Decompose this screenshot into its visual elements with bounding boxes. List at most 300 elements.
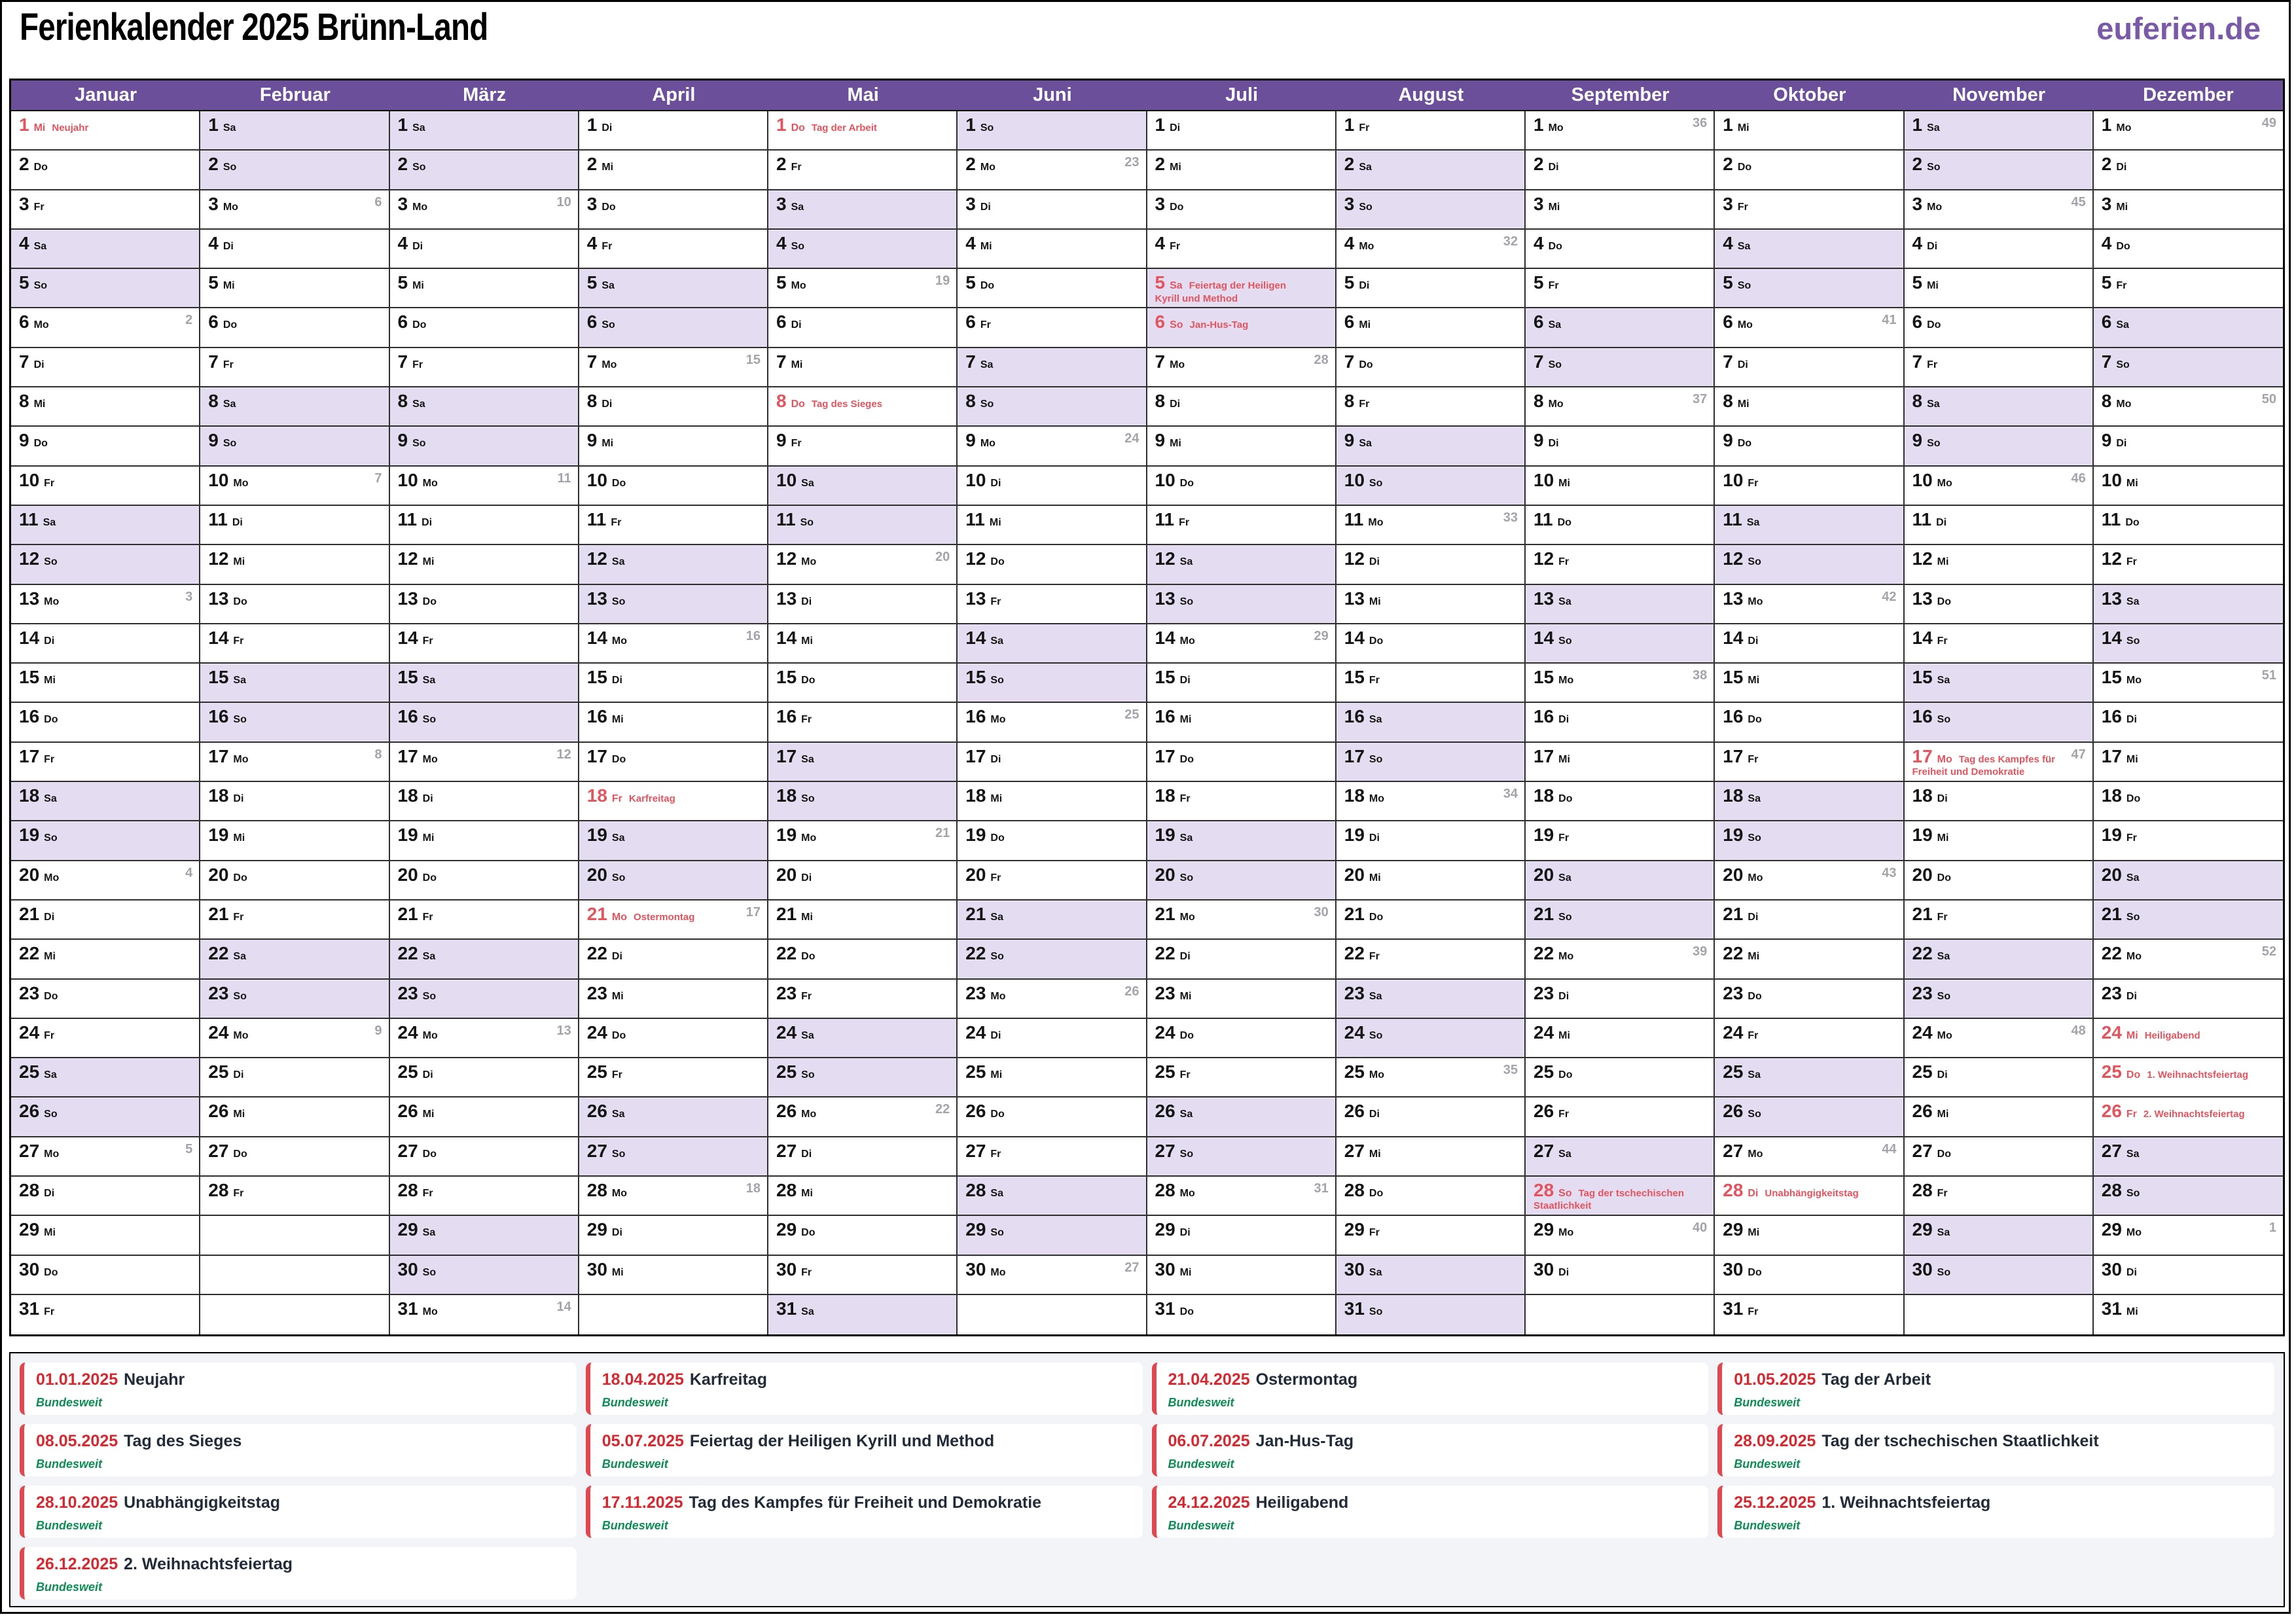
day-number: 20 [1534, 864, 1554, 885]
weekday-label: Mo [422, 753, 438, 765]
day-number: 31 [1723, 1298, 1744, 1319]
day-number: 29 [1534, 1219, 1554, 1240]
weekday-label: So [2126, 635, 2140, 647]
day-cell [1905, 821, 2092, 861]
day-number: 24 [397, 1022, 418, 1043]
week-number: 50 [2261, 392, 2276, 407]
day-number: 11 [208, 508, 228, 529]
weekday-label: Sa [223, 399, 236, 410]
day-number: 21 [1723, 903, 1744, 924]
day-number: 14 [397, 627, 418, 648]
day-cell [768, 545, 956, 584]
weekday-label: Mi [44, 951, 56, 963]
weekday-label: So [1179, 596, 1194, 607]
euferien-logo[interactable]: euferien.de [2096, 11, 2261, 46]
day-cell [579, 980, 767, 1019]
weekday-label: Fr [801, 714, 812, 726]
week-number: 10 [556, 194, 571, 209]
weekday-label: Di [801, 872, 812, 883]
day-number: 23 [586, 982, 607, 1003]
day-number: 22 [1912, 943, 1933, 964]
day-number: 7 [1344, 351, 1355, 372]
day-number: 24 [1344, 1022, 1365, 1043]
day-number: 7 [1534, 351, 1544, 372]
day-number: 19 [208, 825, 229, 846]
day-cell [390, 190, 578, 230]
day-cell [768, 427, 956, 466]
holiday-name: Karfreitag [628, 793, 675, 805]
day-cell [1147, 111, 1335, 151]
day-number: 27 [1344, 1140, 1365, 1161]
week-number: 23 [1124, 155, 1139, 170]
day-cell [1147, 703, 1335, 742]
day-number: 19 [19, 825, 40, 846]
day-number: 1 [1344, 115, 1355, 135]
weekday-label: Di [1937, 793, 1948, 805]
day-number: 18 [965, 785, 986, 806]
weekday-label: So [1748, 1109, 1761, 1120]
day-cell [11, 1097, 199, 1137]
weekday-label: Mi [791, 359, 803, 370]
weekday-label: Sa [1927, 399, 1940, 410]
weekday-label: So [800, 516, 814, 528]
weekday-label: Sa [2126, 1148, 2140, 1160]
day-cell [1336, 1177, 1524, 1216]
day-cell [1715, 901, 1903, 940]
week-number: 8 [374, 747, 382, 762]
day-number: 5 [586, 272, 598, 293]
day-number: 1 [586, 115, 598, 135]
day-number: 3 [965, 193, 976, 214]
day-cell [1336, 151, 1524, 190]
day-cell [2094, 1058, 2283, 1097]
day-number: 2 [1344, 154, 1355, 175]
weekday-label: So [801, 1069, 815, 1081]
weekday-label: So [1369, 477, 1383, 489]
weekday-label: Mo [1748, 872, 1763, 883]
weekday-label: Do [422, 596, 437, 607]
weekday-label: Fr [412, 359, 423, 370]
day-number: 20 [1912, 864, 1933, 885]
page-title: Ferienkalender 2025 Brünn-Land [20, 6, 488, 48]
day-number: 29 [965, 1219, 986, 1240]
day-cell [579, 506, 767, 545]
day-number: 10 [1155, 469, 1175, 490]
day-number: 26 [1344, 1101, 1365, 1122]
day-cell [768, 901, 956, 940]
day-cell [1715, 1097, 1903, 1137]
weekday-label: Do [1179, 1029, 1194, 1041]
day-cell [11, 111, 199, 151]
day-number: 23 [1723, 982, 1744, 1003]
day-cell [200, 545, 388, 584]
day-cell [11, 151, 199, 190]
day-cell [768, 743, 956, 782]
weekday-label: So [980, 122, 994, 134]
weekday-label: Mo [801, 1109, 817, 1120]
weekday-label: Sa [1558, 872, 1571, 883]
day-number: 13 [965, 588, 986, 609]
legend-holiday-name: Ostermontag [1255, 1370, 1358, 1389]
day-number: 5 [1912, 272, 1923, 293]
weekday-label: Di [44, 635, 55, 647]
day-cell [200, 269, 388, 308]
day-number: 25 [1344, 1061, 1365, 1082]
weekday-label: Do [2125, 516, 2140, 528]
weekday-label: Fr [44, 477, 55, 489]
weekday-label: Fr [801, 990, 812, 1002]
week-number: 20 [935, 550, 950, 565]
weekday-label: So [422, 714, 437, 726]
day-cell [1336, 980, 1524, 1019]
day-number: 12 [776, 548, 797, 569]
weekday-label: Di [990, 753, 1001, 765]
day-cell [200, 624, 388, 664]
weekday-label: Di [601, 399, 613, 410]
day-cell [1526, 348, 1713, 387]
weekday-label: Di [2116, 162, 2127, 173]
holiday-name: Tag des Sieges [811, 399, 883, 410]
weekday-label: Sa [2126, 872, 2140, 883]
weekday-label: Fr [2116, 280, 2127, 292]
week-number: 11 [557, 471, 571, 486]
day-number: 7 [208, 351, 219, 372]
week-number: 24 [1124, 431, 1139, 446]
day-number: 14 [1912, 627, 1933, 648]
weekday-label: Mo [1548, 399, 1564, 410]
holiday-name: Tag des Kampfes für Freiheit und Demokratie [1912, 753, 2056, 778]
day-number: 9 [2101, 430, 2112, 451]
weekday-label: So [33, 280, 48, 292]
day-number: 14 [1723, 627, 1744, 648]
day-cell [390, 1295, 578, 1334]
weekday-label: Di [1558, 1266, 1570, 1278]
day-cell [1905, 624, 2092, 664]
weekday-label: Sa [801, 477, 814, 489]
day-cell [958, 940, 1145, 979]
legend-date: 25.12.2025 [1734, 1493, 1816, 1512]
weekday-label: So [2126, 911, 2140, 923]
day-number: 17 [19, 745, 40, 766]
day-number: 2 [397, 154, 408, 175]
day-number: 14 [208, 627, 229, 648]
day-number: 20 [1723, 864, 1744, 885]
weekday-label: Di [233, 1069, 244, 1081]
day-number: 28 [1723, 1180, 1744, 1201]
day-cell [200, 1058, 388, 1097]
holiday-legend [9, 1352, 2285, 1607]
day-cell [958, 387, 1145, 427]
week-number: 2 [185, 313, 193, 328]
day-cell [200, 585, 388, 624]
day-cell [1336, 1295, 1524, 1334]
day-cell [2094, 151, 2283, 190]
day-number: 10 [2101, 469, 2122, 490]
weekday-label: So [1548, 359, 1562, 370]
day-number: 10 [19, 469, 40, 490]
weekday-label: Di [1748, 635, 1759, 647]
weekday-label: Mi [1558, 477, 1570, 489]
weekday-label: Mi [1179, 1266, 1192, 1278]
day-cell [958, 506, 1145, 545]
weekday-label: Do [44, 990, 58, 1002]
day-cell [1905, 703, 2092, 742]
day-cell [2094, 1216, 2283, 1255]
week-number: 44 [1882, 1141, 1897, 1156]
legend-region-label: Bundesweit [1734, 1457, 1801, 1471]
day-cell [579, 940, 767, 979]
day-number: 5 [1723, 272, 1733, 293]
day-cell [1905, 1019, 2092, 1058]
day-cell [11, 585, 199, 624]
day-number: 21 [1155, 903, 1175, 924]
day-cell [1147, 861, 1335, 901]
day-cell [390, 506, 578, 545]
day-number: 25 [1155, 1061, 1175, 1082]
weekday-label: Do [412, 319, 427, 331]
day-cell [958, 861, 1145, 901]
day-cell [200, 308, 388, 348]
day-number: 1 [965, 115, 976, 135]
day-cell [1336, 427, 1524, 466]
weekday-label: Mo [1179, 911, 1195, 923]
weekday-label: Mi [33, 399, 46, 410]
weekday-label: Fr [33, 201, 45, 213]
week-number: 42 [1882, 589, 1897, 604]
day-number: 28 [1912, 1180, 1933, 1201]
weekday-label: Di [601, 122, 613, 134]
weekday-label: Mi [1359, 319, 1371, 331]
day-number: 15 [1155, 667, 1175, 688]
day-cell [958, 427, 1145, 466]
day-cell [768, 980, 956, 1019]
day-cell [2094, 190, 2283, 230]
day-cell [1336, 1256, 1524, 1295]
day-cell [200, 467, 388, 506]
weekday-label: So [1927, 162, 1941, 173]
day-number: 25 [965, 1061, 986, 1082]
day-cell [1905, 743, 2092, 782]
day-cell [768, 348, 956, 387]
day-cell [1336, 348, 1524, 387]
weekday-label: Do [422, 872, 437, 883]
day-number: 2 [2101, 154, 2112, 175]
day-number: 10 [1912, 469, 1933, 490]
weekday-label: Fr [1359, 399, 1370, 410]
weekday-label: So [611, 1148, 626, 1160]
day-number: 20 [397, 864, 418, 885]
weekday-label: Fr [1558, 1109, 1570, 1120]
week-number: 28 [1314, 352, 1329, 367]
day-cell [1715, 624, 1903, 664]
weekday-label: Mi [44, 675, 56, 687]
weekday-label: Fr [1179, 1069, 1191, 1081]
weekday-label: Sa [1737, 240, 1751, 252]
day-number: 15 [1344, 667, 1365, 688]
weekday-label: Di [232, 516, 243, 528]
legend-region-label: Bundesweit [601, 1457, 668, 1471]
day-cell [1147, 230, 1335, 269]
day-number: 2 [1912, 154, 1923, 175]
week-number: 39 [1693, 944, 1708, 959]
day-number: 24 [2101, 1022, 2122, 1043]
weekday-label: Di [1748, 1188, 1759, 1200]
day-cell [1147, 1256, 1335, 1295]
day-number: 6 [19, 312, 29, 332]
legend-holiday-name: 1. Weihnachtsfeiertag [1821, 1493, 1991, 1512]
weekday-label: Sa [1359, 438, 1372, 450]
day-number: 10 [776, 469, 797, 490]
day-number: 30 [1912, 1258, 1933, 1279]
day-number: 28 [1155, 1180, 1175, 1201]
legend-item [586, 1363, 1143, 1415]
week-number: 26 [1124, 984, 1139, 999]
day-number: 27 [2101, 1140, 2122, 1161]
weekday-label: Do [1558, 1069, 1573, 1081]
day-cell [1526, 585, 1713, 624]
weekday-label: Mo [44, 1148, 60, 1160]
day-number: 15 [586, 667, 607, 688]
weekday-label: Di [791, 319, 802, 331]
day-number: 14 [776, 627, 797, 648]
day-number: 11 [1912, 508, 1932, 529]
weekday-label: Mo [1369, 1069, 1385, 1081]
weekday-label: Fr [1369, 1227, 1380, 1239]
day-cell [1905, 151, 2092, 190]
weekday-label: Sa [801, 1306, 814, 1317]
day-cell [579, 624, 767, 664]
weekday-label: Fr [611, 793, 622, 805]
month-column-8 [1336, 111, 1526, 1334]
weekday-label: Mi [422, 1109, 435, 1120]
day-cell [1147, 1019, 1335, 1058]
day-cell [200, 861, 388, 901]
weekday-label: So [2126, 1188, 2140, 1200]
weekday-label: Do [223, 319, 238, 331]
weekday-label: Mo [980, 438, 996, 450]
weekday-label: Sa [43, 516, 56, 528]
day-number: 16 [1912, 706, 1933, 727]
day-cell [958, 1216, 1145, 1255]
day-number: 1 [1534, 115, 1544, 135]
weekday-label: Fr [2126, 1109, 2137, 1120]
day-number: 18 [208, 785, 229, 806]
weekday-label: So [412, 162, 426, 173]
day-cell [1905, 782, 2092, 821]
week-number: 21 [935, 826, 950, 841]
day-cell [1147, 506, 1335, 545]
day-number: 30 [1155, 1258, 1175, 1279]
weekday-label: Mo [990, 714, 1006, 726]
week-number: 37 [1693, 392, 1708, 407]
day-cell [1715, 782, 1903, 821]
day-number: 23 [1155, 982, 1175, 1003]
day-number: 7 [1723, 351, 1733, 372]
day-cell [390, 427, 578, 466]
day-number: 10 [1534, 469, 1554, 490]
weekday-label: So [44, 832, 58, 844]
legend-holiday-name: Jan-Hus-Tag [1255, 1432, 1354, 1450]
day-number: 15 [776, 667, 797, 688]
day-number: 4 [776, 232, 787, 253]
day-number: 29 [1912, 1219, 1933, 1240]
day-cell [1526, 308, 1713, 348]
legend-date: 01.01.2025 [36, 1370, 118, 1389]
weekday-label: So [1369, 753, 1383, 765]
weekday-label: Mi [1369, 596, 1381, 607]
day-cell [958, 782, 1145, 821]
day-number: 24 [965, 1022, 986, 1043]
legend-item [20, 1486, 577, 1538]
day-cell [390, 624, 578, 664]
day-cell [1526, 1097, 1713, 1137]
day-cell [768, 1097, 956, 1137]
weekday-label: Sa [601, 280, 615, 292]
weekday-label: Sa [801, 1029, 814, 1041]
day-number: 9 [1534, 430, 1544, 451]
day-cell [958, 585, 1145, 624]
empty-day-cell [1905, 1295, 2092, 1334]
day-cell [579, 1019, 767, 1058]
legend-date: 24.12.2025 [1168, 1493, 1250, 1512]
week-number: 13 [556, 1023, 571, 1038]
legend-item [20, 1547, 577, 1599]
weekday-label: Di [990, 477, 1001, 489]
legend-holiday-name: 2. Weihnachtsfeiertag [124, 1555, 293, 1573]
weekday-label: Mi [601, 438, 614, 450]
day-cell [1526, 1216, 1713, 1255]
day-number: 27 [1723, 1140, 1744, 1161]
day-number: 16 [586, 706, 607, 727]
day-cell [2094, 1177, 2283, 1216]
weekday-label: Di [611, 1227, 622, 1239]
weekday-label: Do [44, 1266, 58, 1278]
day-cell [1147, 467, 1335, 506]
day-cell [1715, 1058, 1903, 1097]
weekday-label: Do [601, 201, 616, 213]
weekday-label: So [422, 1266, 437, 1278]
day-cell [1715, 1019, 1903, 1058]
weekday-label: Fr [422, 635, 433, 647]
day-number: 20 [19, 864, 40, 885]
day-number: 8 [19, 391, 29, 412]
day-cell [11, 545, 199, 584]
day-cell [11, 1177, 199, 1216]
weekday-label: Mo [1737, 319, 1753, 331]
day-number: 22 [965, 943, 986, 964]
legend-region-label: Bundesweit [36, 1580, 103, 1594]
calendar-body [11, 111, 2283, 1334]
day-number: 23 [397, 982, 418, 1003]
weekday-label: Mo [611, 911, 628, 923]
day-number: 12 [965, 548, 986, 569]
day-cell [579, 782, 767, 821]
day-cell [1336, 664, 1524, 703]
day-number: 3 [1912, 193, 1923, 214]
week-number: 52 [2261, 944, 2276, 959]
day-number: 9 [1155, 430, 1166, 451]
day-number: 12 [586, 548, 607, 569]
weekday-label: Di [223, 240, 234, 252]
day-number: 31 [776, 1298, 797, 1319]
day-cell [768, 230, 956, 269]
day-cell [1336, 782, 1524, 821]
day-cell [1905, 1097, 2092, 1137]
day-cell [390, 1058, 578, 1097]
holiday-name: Tag der tschechischen Staatlichkeit [1534, 1188, 1685, 1212]
week-number: 41 [1882, 313, 1897, 328]
day-cell [1715, 1216, 1903, 1255]
